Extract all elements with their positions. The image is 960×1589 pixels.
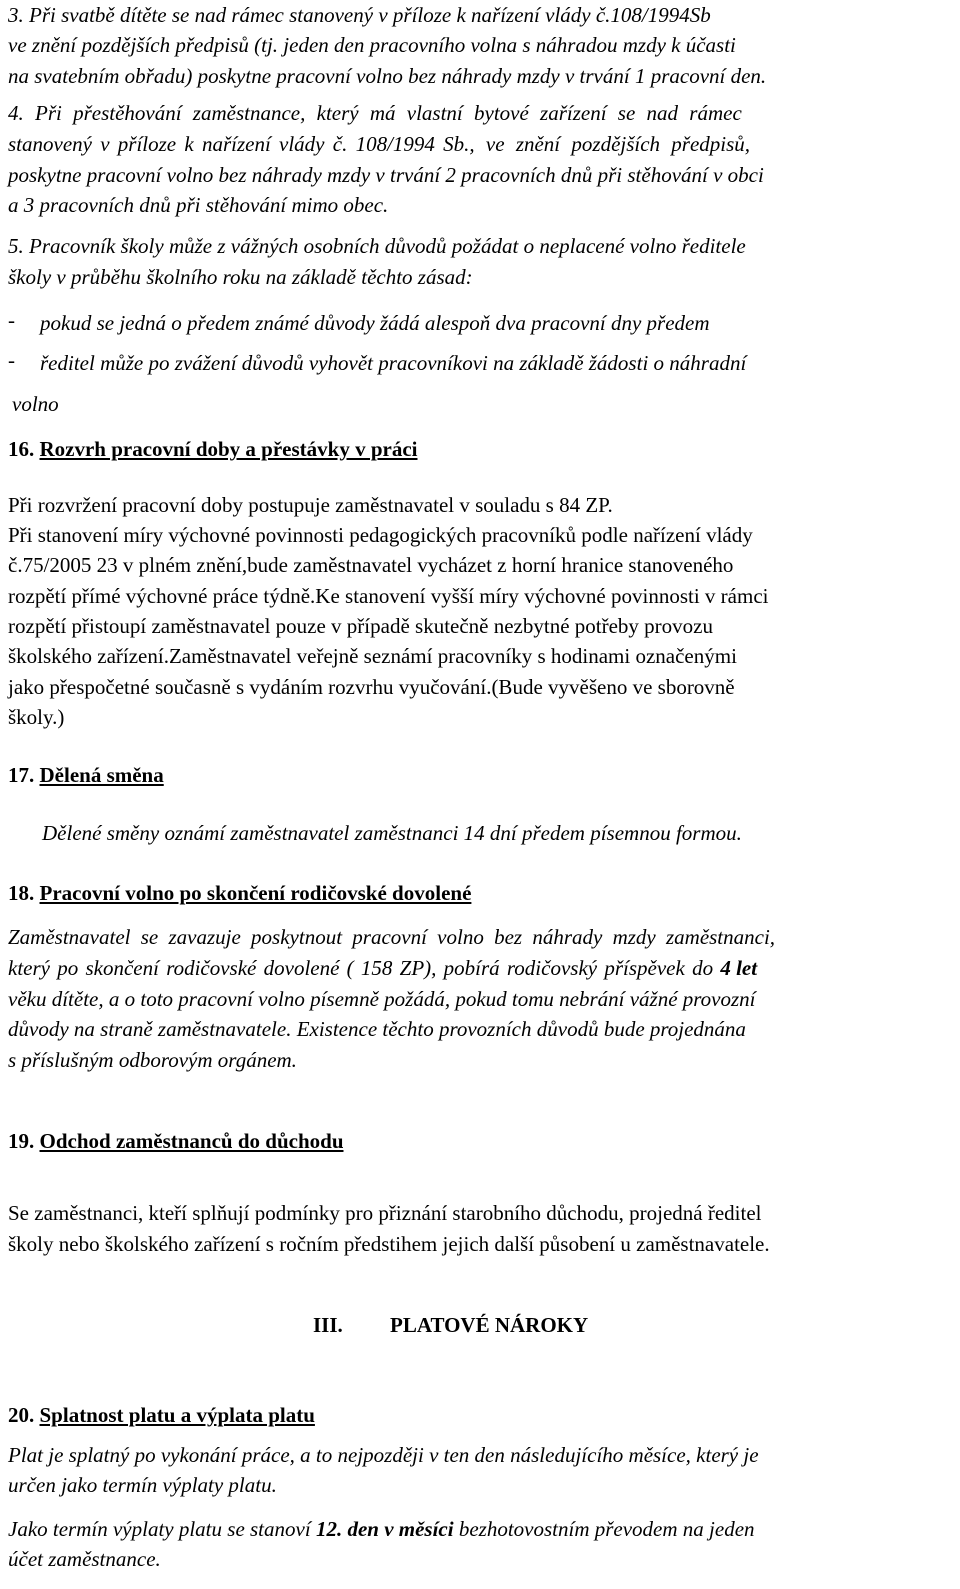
section-16-line-7: jako přespočetné současně s vydáním rozvrhu vyučování.(Bude vyvěšeno ve sborovně — [8, 675, 735, 699]
section-16-line-4: rozpětí přímé výchovné práce týdně.Ke stanovení vyšší míry výchovné povinnosti v rámci — [8, 584, 769, 608]
section-19-line-2: školy nebo školského zařízení s ročním předstihem jejich další působení u zaměstnavatele. — [8, 1232, 770, 1256]
section-20-line-3a: Jako termín výplaty platu se stanoví — [8, 1517, 316, 1541]
section-18-line-2a: který po skončení rodičovské dovolené ( 158 ZP), pobírá rodičovský příspěvek do — [8, 956, 721, 980]
section-17-title: Dělená směna — [39, 763, 164, 787]
section-20-line-3c: bezhotovostním převodem na jeden — [453, 1517, 755, 1541]
section-16-title: Rozvrh pracovní doby a přestávky v práci — [39, 437, 418, 461]
section-18-line-3: věku dítěte, a o toto pracovní volno písemně požádá, pokud tomu nebrání vážné provozní — [8, 987, 756, 1011]
bullet-dash-2: - — [8, 348, 15, 372]
section-18-line-2 — [8, 953, 757, 984]
section-20-line-4: účet zaměstnance. — [8, 1547, 161, 1571]
part-3-number: III. — [313, 1313, 343, 1337]
paragraph-4-line-2b: , ve znění pozdějších předpisů, — [469, 132, 751, 156]
section-19-title: Odchod zaměstnanců do důchodu — [39, 1129, 344, 1153]
section-17-number: 17. — [8, 763, 35, 787]
paragraph-4-line-2 — [8, 129, 750, 160]
section-17-heading — [8, 760, 164, 790]
paragraph-4-line-1: 4. Při přestěhování zaměstnance, který má vlastní bytové zařízení se nad rámec — [8, 101, 742, 125]
paragraph-4-line-4: a 3 pracovních dnů při stěhování mimo obec. — [8, 193, 389, 217]
bullet-dash-1: - — [8, 308, 15, 332]
section-18-title: Pracovní volno po skončení rodičovské dovolené — [39, 881, 472, 905]
section-16-line-2: Při stanovení míry výchovné povinnosti pedagogických pracovníků podle nařízení vlády — [8, 523, 753, 547]
section-16-line-6: školského zařízení.Zaměstnavatel veřejně seznámí pracovníky s hodinami označenými — [8, 644, 737, 668]
section-20-title: Splatnost platu a výplata platu — [39, 1403, 315, 1427]
section-18-line-2b: 4 let — [720, 956, 758, 980]
paragraph-5-line-1: 5. Pracovník školy může z vážných osobních důvodů požádat o neplacené volno ředitele — [8, 234, 746, 258]
section-20-number: 20. — [8, 1403, 35, 1427]
paragraph-3-line-1: 3. Při svatbě dítěte se nad rámec stanovený v příloze k nařízení vlády č.108/1994Sb — [8, 3, 711, 27]
section-19-line-1: Se zaměstnanci, kteří splňují podmínky pro přiznání starobního důchodu, projedná ředitel — [8, 1201, 762, 1225]
section-20-heading — [8, 1400, 315, 1430]
section-18-line-1: Zaměstnavatel se zavazuje poskytnout pracovní volno bez náhrady mzdy zaměstnanci, — [8, 925, 776, 949]
section-16-line-3: č.75/2005 23 v plném znění,bude zaměstnavatel vycházet z horní hranice stanoveného — [8, 553, 734, 577]
paragraph-5-line-2: školy v průběhu školního roku na základě těchto zásad: — [8, 265, 473, 289]
section-19-number: 19. — [8, 1129, 35, 1153]
section-17-text: Dělené směny oznámí zaměstnavatel zaměstnanci 14 dní předem písemnou formou. — [42, 821, 742, 845]
section-16-line-1: Při rozvržení pracovní doby postupuje zaměstnavatel v souladu s 84 ZP. — [8, 493, 613, 517]
bullet-item-2: ředitel může po zvážení důvodů vyhovět pracovníkovi na základě žádosti o náhradní — [40, 351, 747, 375]
paragraph-4-line-2a: stanovený v příloze k nařízení vlády č. 108/1994 Sb. — [8, 132, 470, 156]
section-16-number: 16. — [8, 437, 35, 461]
section-20-line-2: určen jako termín výplaty platu. — [8, 1473, 277, 1497]
paragraph-3-line-3: na svatebním obřadu) poskytne pracovní volno bez náhrady mzdy v trvání 1 pracovní den. — [8, 64, 767, 88]
section-16-heading — [8, 434, 418, 464]
section-18-number: 18. — [8, 881, 35, 905]
paragraph-3-line-2: ve znění pozdějších předpisů (tj. jeden den pracovního volna s náhradou mzdy k účasti — [8, 33, 736, 57]
section-20-line-3 — [8, 1514, 755, 1545]
section-18-line-4: důvody na straně zaměstnavatele. Existence těchto provozních důvodů bude projednána — [8, 1017, 746, 1041]
section-20-line-1: Plat je splatný po vykonání práce, a to nejpozději v ten den následujícího měsíce, který je — [8, 1443, 759, 1467]
section-18-line-5: s příslušným odborovým orgánem. — [8, 1048, 297, 1072]
part-3-title: PLATOVÉ NÁROKY — [390, 1313, 589, 1337]
paragraph-4-line-3: poskytne pracovní volno bez náhrady mzdy v trvání 2 pracovních dnů při stěhování v obci — [8, 163, 764, 187]
section-16-line-5: rozpětí přistoupí zaměstnavatel pouze v případě skutečně nezbytné potřeby provozu — [8, 614, 713, 638]
section-20-line-3b: 12. den v měsíci — [315, 1517, 454, 1541]
section-19-heading — [8, 1126, 344, 1156]
section-18-heading — [8, 878, 471, 908]
section-16-line-8: školy.) — [8, 705, 65, 729]
bullet-item-1: pokud se jedná o předem známé důvody žádá alespoň dva pracovní dny předem — [40, 311, 710, 335]
bullet-item-2-cont: volno — [12, 392, 59, 416]
